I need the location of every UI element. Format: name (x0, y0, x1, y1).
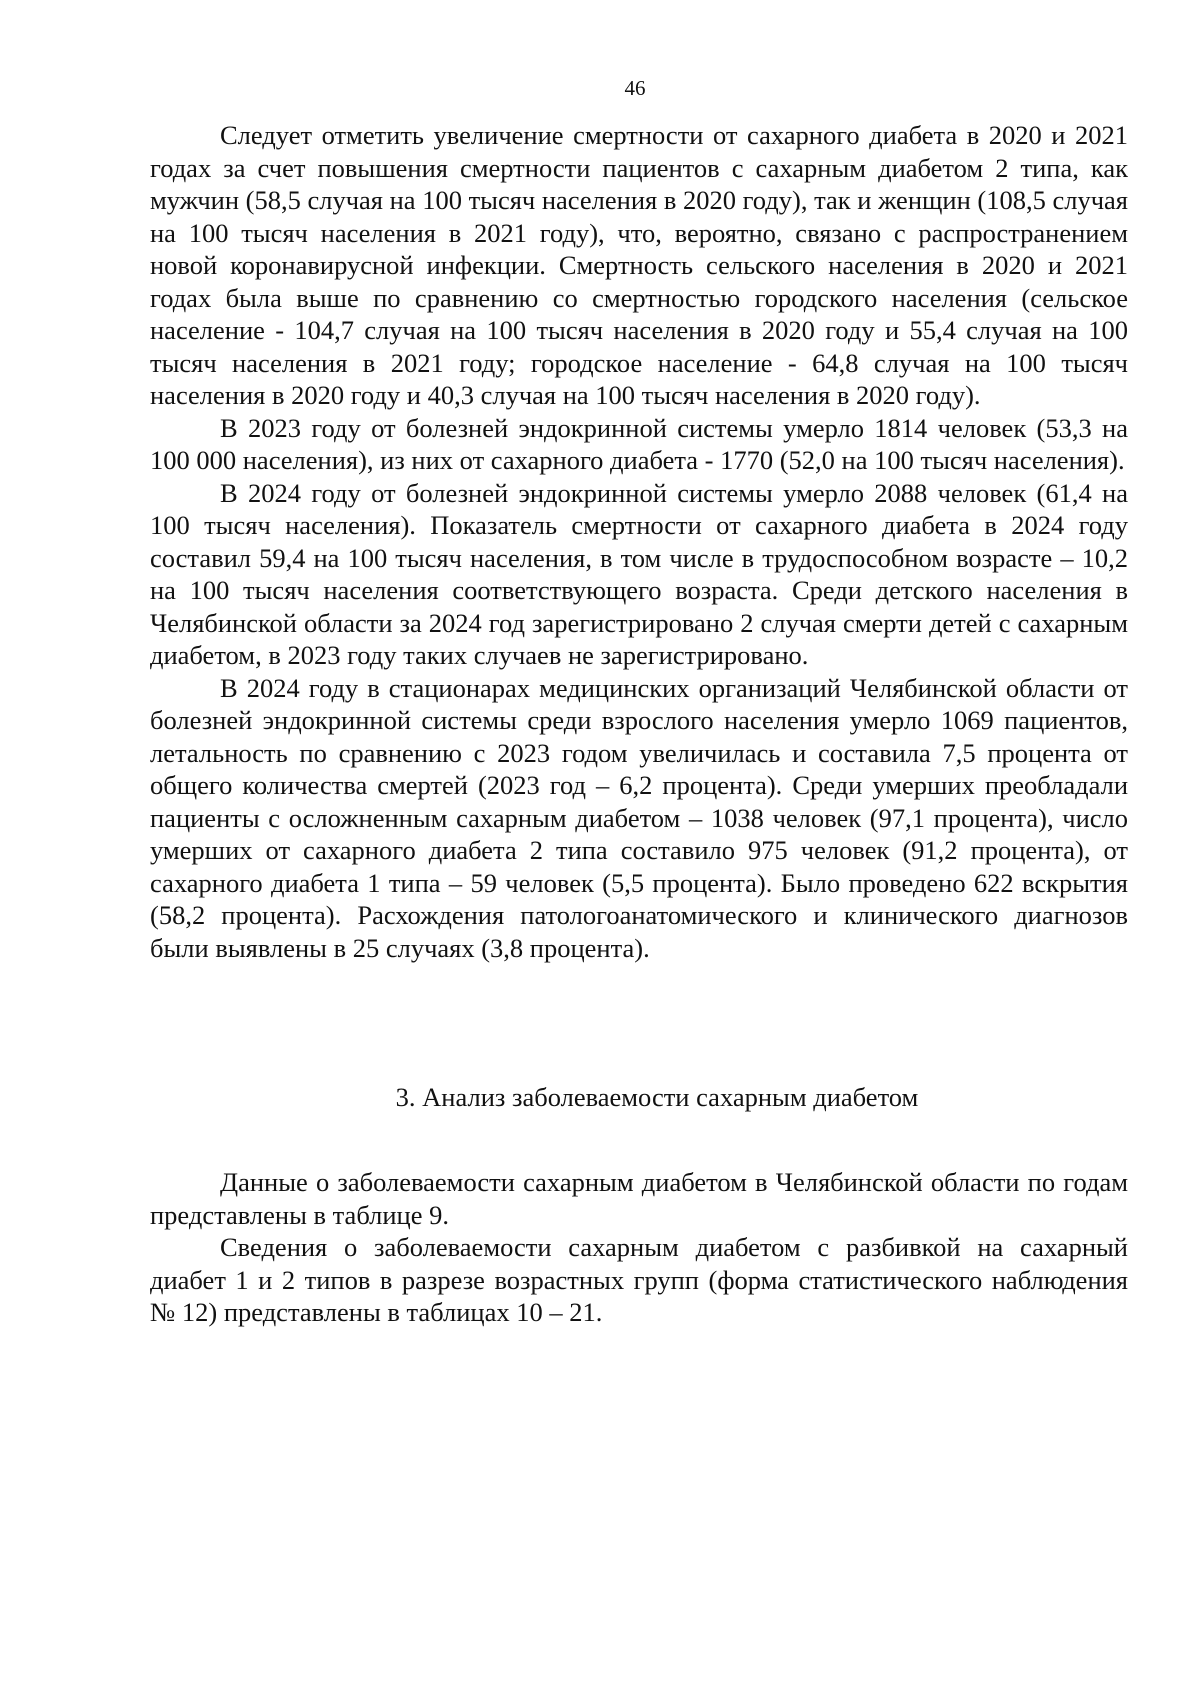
body-text-before-heading (150, 119, 1128, 964)
section-heading: 3. Анализ заболеваемости сахарным диабетом (395, 1082, 919, 1112)
paragraph-table-9-reference: Данные о заболеваемости сахарным диабетом в Челябинской области по годам представлены в таблице 9. (150, 1167, 1128, 1230)
body-text-after-heading (150, 1166, 1128, 1329)
page-number: 46 (624, 76, 646, 100)
paragraph-tables-10-21-reference: Сведения о заболеваемости сахарным диабетом с разбивкой на сахарный диабет 1 и 2 типов в разрезе возрастных групп (форма статистического наблюдения № 12) представлены в таблицах 10 – 21. (150, 1232, 1128, 1327)
paragraph-deaths-2024: В 2024 году от болезней эндокринной системы умерло 2088 человек (61,4 на 100 тысяч населения). Показатель смертности от сахарного диабета в 2024 году составил 59,4 на 100 тысяч населения, в том числе в трудоспособном возрасте – 10,2 на 100 тысяч населения соответствующего возраста. Среди детского населения в Челябинской области за 2024 год зарегистрировано 2 случая смерти детей с сахарным диабетом, в 2023 году таких случаев не зарегистрировано. (150, 477, 1128, 670)
paragraph-deaths-2023: В 2023 году от болезней эндокринной системы умерло 1814 человек (53,3 на 100 000 населения), из них от сахарного диабета - 1770 (52,0 на 100 тысяч населения). (150, 412, 1128, 475)
paragraph-hospital-mortality-2024: В 2024 году в стационарах медицинских организаций Челябинской области от болезней эндокринной системы среди взрослого населения умерло 1069 пациентов, летальность по сравнению с 2023 годом увеличилась и составила 7,5 процента от общего количества смертей (2023 год – 6,2 процента). Среди умерших преобладали пациенты с осложненным сахарным диабетом – 1038 человек (97,1 процента), число умерших от сахарного диабета 2 типа составило 975 человек (91,2 процента), от сахарного диабета 1 типа – 59 человек (5,5 процента). Было проведено 622 вскрытия (58,2 процента). Расхождения патологоанатомического и клинического диагнозов были выявлены в 25 случаях (3,8 процента). (150, 672, 1128, 963)
paragraph-mortality-2020-2021: Следует отметить увеличение смертности от сахарного диабета в 2020 и 2021 годах за счет повышения смертности пациентов с сахарным диабетом 2 типа, как мужчин (58,5 случая на 100 тысяч населения в 2020 году), так и женщин (108,5 случая на 100 тысяч населения в 2021 году), что, вероятно, связано с распространением новой коронавирусной инфекции. Смертность сельского населения в 2020 и 2021 годах была выше по сравнению со смертностью городского населения (сельское население - 104,7 случая на 100 тысяч населения в 2020 году и 55,4 случая на 100 тысяч населения в 2021 году; городское население - 64,8 случая на 100 тысяч населения в 2020 году и 40,3 случая на 100 тысяч населения в 2020 году). (150, 120, 1128, 410)
